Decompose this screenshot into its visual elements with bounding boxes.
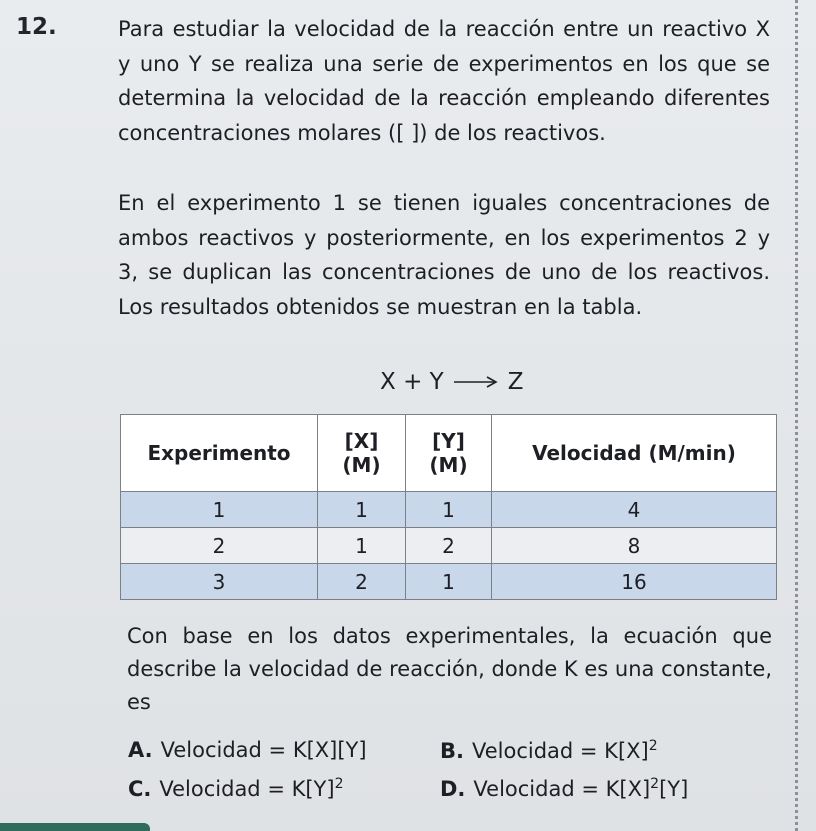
cell-y: 1 [406,492,492,528]
reaction-equation [380,364,560,400]
option-c-formula: Velocidad = K[Y] [159,777,335,801]
question-stem-paragraph: Con base en los datos experimentales, la ecuación que describe la velocidad de reacción, donde K es una constante, es [127,624,772,714]
option-d-tail: [Y] [659,777,689,801]
cell-x: 1 [318,492,406,528]
option-c-text [159,776,343,801]
reaction-product: Z [507,369,524,395]
cell-velocity: 16 [492,564,777,600]
page-green-strip [0,823,150,831]
cell-x: 2 [318,564,406,600]
header-x-unit: (M) [342,453,381,477]
header-y-concentration [406,415,492,492]
option-d-text [473,776,688,801]
cell-experiment: 3 [121,564,318,600]
cell-x: 1 [318,528,406,564]
option-a-text: Velocidad = K[X][Y] [160,738,367,762]
option-d-letter: D. [440,777,466,801]
reaction-reactants: X + Y [380,369,444,395]
option-a-letter: A. [128,738,153,762]
option-c[interactable] [128,776,344,801]
option-b-letter: B. [440,739,464,763]
question-number: 12. [16,14,57,40]
header-experimento: Experimento [121,415,318,492]
page-margin-dotted-line [795,0,798,831]
intro-paragraph: Para estudiar la velocidad de la reacción entre un reactivo X y uno Y se realiza una serie de experimentos en los que se determina la velocidad de la reacción empleando diferentes concentraciones molares ([ ]) de los reactivos. [118,17,770,145]
header-x-concentration [318,415,406,492]
option-c-exponent: 2 [334,776,344,792]
experiment-description-paragraph: En el experimento 1 se tienen iguales concentraciones de ambos reactivos y posteriormente, en los experimentos 2 y 3, se duplican las concentraciones de uno de los reactivos. Los resultados obtenidos se muestran en la tabla. [118,191,770,319]
option-d[interactable] [440,776,688,801]
table-row [121,492,777,528]
header-velocidad: Velocidad (M/min) [492,415,777,492]
header-y-label: [Y] [432,429,465,453]
option-b-text [472,738,658,763]
cell-experiment: 1 [121,492,318,528]
option-a[interactable] [128,738,367,762]
option-d-formula: Velocidad = K[X] [473,777,651,801]
table-row [121,564,777,600]
option-d-exponent: 2 [650,776,660,792]
cell-experiment: 2 [121,528,318,564]
header-x-label: [X] [344,429,379,453]
table-row [121,528,777,564]
option-b[interactable] [440,738,658,763]
option-b-formula: Velocidad = K[X] [471,739,649,763]
reaction-arrow-icon [454,376,498,388]
option-b-exponent: 2 [648,738,658,754]
option-c-letter: C. [128,777,152,801]
cell-velocity: 8 [492,528,777,564]
cell-y: 2 [406,528,492,564]
header-y-unit: (M) [429,453,468,477]
table-header-row [121,415,777,492]
cell-velocity: 4 [492,492,777,528]
cell-y: 1 [406,564,492,600]
experiment-results-table [120,414,777,600]
